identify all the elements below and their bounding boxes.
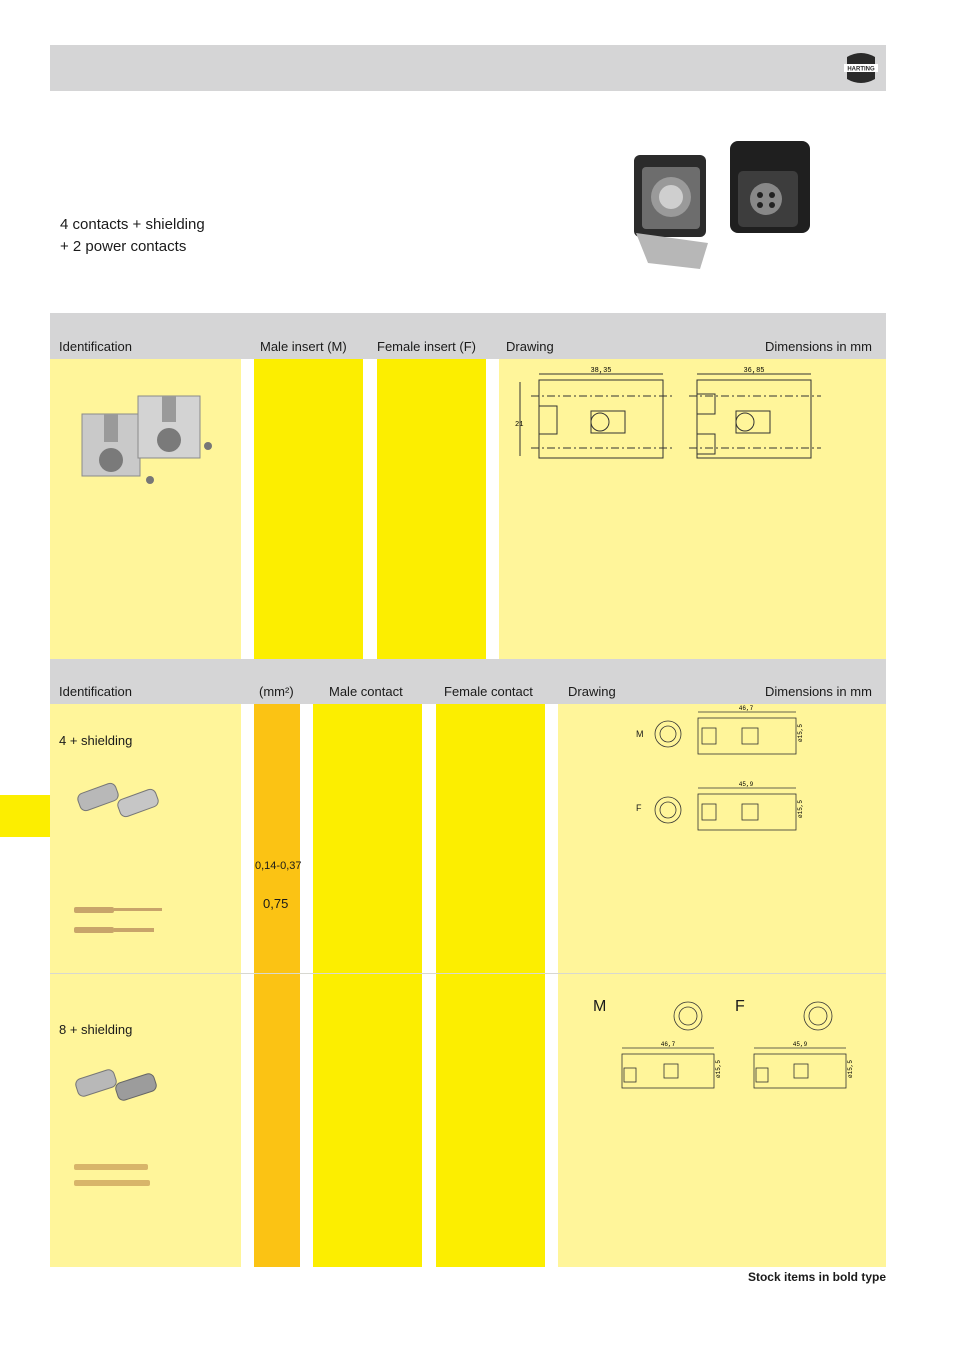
male-contact-cell — [313, 704, 422, 1267]
row1-contact-drawing — [646, 700, 816, 840]
row1-m-length: 46,7 — [738, 705, 754, 712]
footer-note: Stock items in bold type — [747, 1270, 886, 1284]
section-cell — [254, 704, 300, 1267]
row2-f-diameter: ø15,5 — [847, 1059, 854, 1078]
col-section: (mm²) — [259, 684, 294, 699]
col-identification-2: Identification — [59, 684, 132, 699]
row1-pin-photo — [72, 903, 168, 939]
row1-contact-photo — [72, 774, 168, 826]
col-male-contact: Male contact — [329, 684, 403, 699]
row1-m-marker: M — [636, 729, 644, 739]
female-insert-cell — [377, 359, 486, 659]
row1-section-b: 0,75 — [263, 896, 289, 911]
side-tab — [0, 795, 50, 837]
intro-line-2: + 2 power contacts — [60, 238, 187, 255]
row2-m-diameter: ø15,5 — [715, 1059, 722, 1078]
col-female-insert: Female insert (F) — [377, 339, 476, 354]
height-label: 21 — [515, 421, 524, 429]
col-dimensions: Dimensions in mm — [765, 339, 872, 354]
col-drawing: Drawing — [506, 339, 554, 354]
col-male-insert: Male insert (M) — [260, 339, 347, 354]
page-header-bar — [50, 45, 886, 91]
row1-f-length: 45,9 — [738, 781, 754, 788]
row2-label: 8 + shielding — [59, 1022, 133, 1037]
row2-contact-drawing — [614, 994, 874, 1094]
row2-contact-photo — [72, 1064, 168, 1108]
row2-m-length: 46,7 — [660, 1041, 676, 1048]
row2-f-marker: F — [735, 998, 745, 1015]
col-dimensions-2: Dimensions in mm — [765, 684, 872, 699]
connector-housing-photo — [628, 133, 816, 273]
insert-photo — [78, 392, 218, 492]
row1-f-marker: F — [636, 803, 642, 813]
male-width-label: 38,35 — [590, 367, 612, 375]
brand-text: HARTING — [847, 66, 875, 73]
female-contact-cell — [436, 704, 545, 1267]
row1-section-a: 0,14-0,37 — [255, 860, 302, 872]
row2-f-length: 45,9 — [792, 1041, 808, 1048]
row-divider — [50, 973, 886, 974]
row1-f-diameter: ø15,5 — [797, 799, 804, 818]
row1-m-diameter: ø15,5 — [797, 723, 804, 742]
insert-drawing — [505, 364, 825, 464]
intro-line-1: 4 contacts + shielding — [60, 216, 205, 233]
col-identification: Identification — [59, 339, 132, 354]
harting-logo — [843, 49, 879, 87]
row2-m-marker: M — [593, 998, 607, 1015]
male-insert-cell — [254, 359, 363, 659]
col-female-contact: Female contact — [444, 684, 533, 699]
row2-pin-photo — [72, 1160, 168, 1192]
female-width-label: 36,85 — [743, 367, 765, 375]
col-drawing-2: Drawing — [568, 684, 616, 699]
row1-label: 4 + shielding — [59, 733, 133, 748]
